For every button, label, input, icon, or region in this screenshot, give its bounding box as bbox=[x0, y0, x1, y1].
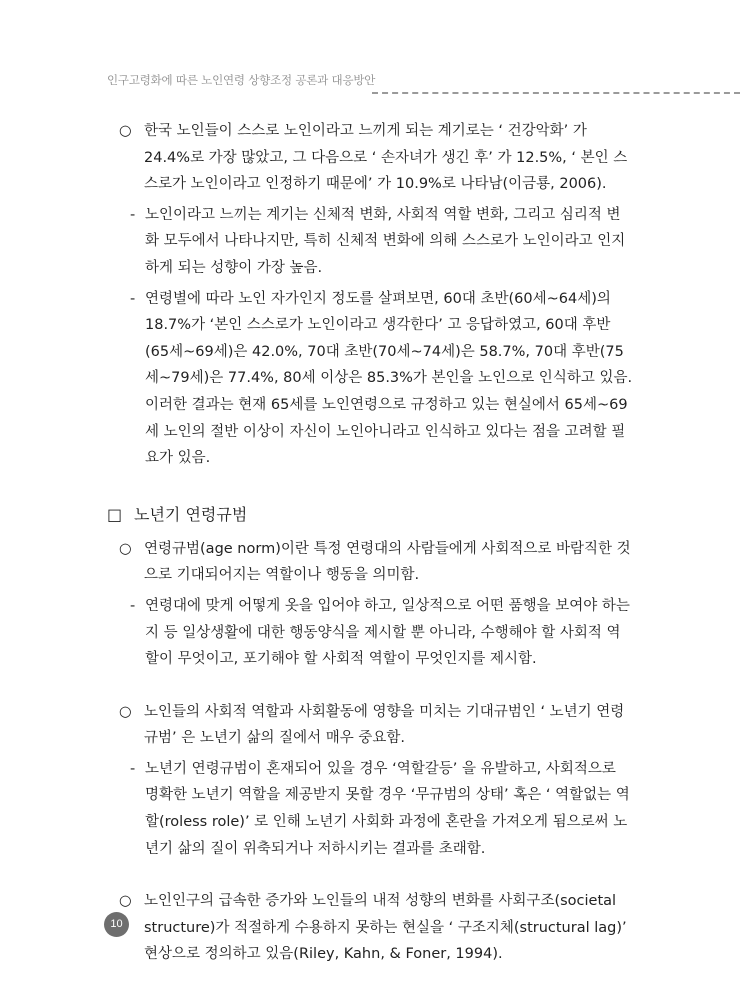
dash-bullet-icon: - bbox=[130, 290, 136, 307]
dash-item-text: 노인이라고 느끼는 계기는 신체적 변화, 사회적 역할 변화, 그리고 심리적 변화 모두에서 나타나지만, 특히 신체적 변화에 의해 스스로가 노인이라고 인지하게 되는 성향이 가장 높음. bbox=[145, 206, 626, 276]
dash-item-1-1 bbox=[130, 202, 634, 282]
dash-item-1-2 bbox=[130, 286, 634, 472]
document-body bbox=[0, 118, 740, 968]
dash-item-2-1 bbox=[130, 593, 634, 673]
page-number-badge: 10 bbox=[104, 912, 129, 937]
running-header-title: 인구고령화에 따른 노인연령 상향조정 공론과 대응방안 bbox=[107, 73, 376, 87]
dash-item-text: 연령대에 맞게 어떻게 옷을 입어야 하고, 일상적으로 어떤 품행을 보여야 하는지 등 일상생활에 대한 행동양식을 제시할 뿐 아니라, 수행해야 할 사회적 역할이 무엇이고, 포기해야 할 사회적 역할이 무엇인지를 제시함. bbox=[145, 597, 630, 668]
bullet-paragraph-2 bbox=[119, 536, 634, 589]
bullet-paragraph-4 bbox=[119, 888, 634, 968]
paragraph-text: 노인들의 사회적 역할과 사회활동에 영향을 미치는 기대규범인 ‘ 노년기 연령규범’ 은 노년기 삶의 질에서 매우 중요함. bbox=[144, 703, 625, 747]
paragraph-text: 노인인구의 급속한 증가와 노인들의 내적 성향의 변화를 사회구조(societal structure)가 적절하게 수용하지 못하는 현실을 ‘ 구조지체(structural lag)’ 현상으로 정의하고 있음(Riley, Kahn, & Foner, 1994). bbox=[144, 893, 627, 963]
circle-bullet-icon: ○ bbox=[119, 123, 132, 139]
box-bullet-icon: □ bbox=[107, 504, 123, 524]
section-heading bbox=[107, 502, 740, 528]
dash-item-text: 노년기 연령규범이 혼재되어 있을 경우 ‘역할갈등’ 을 유발하고, 사회적으로 명확한 노년기 역할을 제공받지 못할 경우 ‘무규범의 상태’ 혹은 ‘ 역할없는 역할(roless role)’ 로 인해 노년기 사회화 과정에 혼란을 가져오게 됨으로써 노년기 삶의 질이 위축되거나 저하시키는 결과를 초래함. bbox=[145, 760, 630, 857]
circle-bullet-icon: ○ bbox=[119, 540, 132, 557]
circle-bullet-icon: ○ bbox=[119, 703, 132, 720]
bullet-paragraph-1 bbox=[119, 118, 634, 198]
circle-bullet-icon: ○ bbox=[119, 893, 132, 910]
paragraph-text: 연령규범(age norm)이란 특정 연령대의 사람들에게 사회적으로 바람직한 것으로 기대되어지는 역할이나 행동을 의미함. bbox=[144, 540, 631, 584]
dash-bullet-icon: - bbox=[130, 206, 136, 223]
dash-item-text: 연령별에 따라 노인 자가인지 정도를 살펴보면, 60대 초반(60세~64세)의 18.7%가 ‘본인 스스로가 노인이라고 생각한다’ 고 응답하였고, 60대 후반(65세~69세)은 42.0%, 70대 초반(70세~74세)은 58.7%, 70대 후반(75세~79세)은 77.4%, 80세 이상은 85.3%가 본인을 노인으로 인식하고 있음. 이러한 결과는 현재 65세를 노인연령으로 규정하고 있는 현실에서 65세~69세 노인의 절반 이상이 자신이 노인아니라고 인식하고 있다는 점을 고려할 필요가 있음. bbox=[145, 290, 633, 467]
header-dashed-rule bbox=[372, 92, 740, 94]
dash-bullet-icon: - bbox=[130, 760, 136, 777]
bullet-paragraph-3 bbox=[119, 699, 634, 752]
section-heading-text: 노년기 연령규범 bbox=[134, 504, 248, 524]
paragraph-text: 한국 노인들이 스스로 노인이라고 느끼게 되는 계기로는 ‘ 건강악화’ 가 24.4%로 가장 많았고, 그 다음으로 ‘ 손자녀가 생긴 후’ 가 12.5%, ‘ 본인 스스로가 노인이라고 인정하기 때문에’ 가 10.9%로 나타남(이금룡, 2006). bbox=[144, 123, 628, 193]
dash-bullet-icon: - bbox=[130, 597, 136, 614]
dash-item-3-1 bbox=[130, 756, 634, 862]
